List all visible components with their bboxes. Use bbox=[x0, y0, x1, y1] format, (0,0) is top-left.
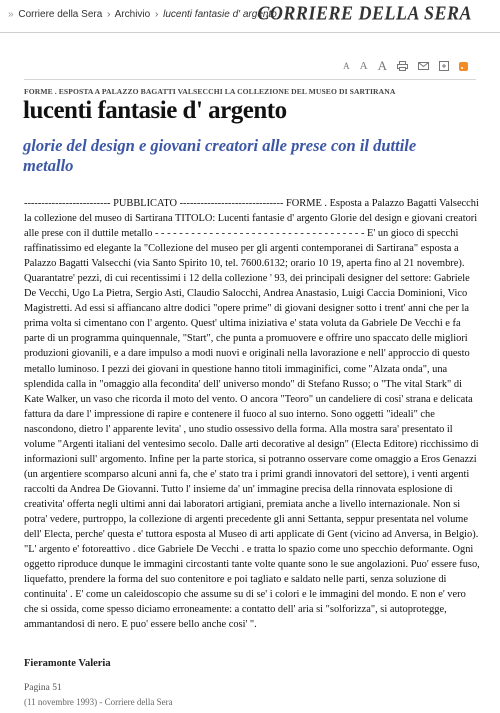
breadcrumb-archive-link[interactable]: Archivio bbox=[114, 9, 151, 20]
mail-icon[interactable] bbox=[418, 62, 429, 70]
share-icon[interactable] bbox=[439, 61, 449, 71]
breadcrumb-home-link[interactable]: Corriere della Sera bbox=[18, 9, 103, 20]
breadcrumb bbox=[8, 9, 277, 20]
site-logo[interactable]: CORRIERE DELLA SERA bbox=[257, 1, 472, 24]
breadcrumb-arrow-icon: » bbox=[8, 9, 14, 20]
article-page: Pagina 51 bbox=[24, 683, 62, 693]
divider bbox=[24, 79, 476, 80]
breadcrumb-current: lucenti fantasie d' argento bbox=[163, 9, 277, 20]
breadcrumb-separator: › bbox=[107, 9, 111, 20]
font-size-medium-button[interactable]: A bbox=[359, 60, 368, 72]
article-kicker: FORME . ESPOSTA A PALAZZO BAGATTI VALSECCHI LA COLLEZIONE DEL MUSEO DI SARTIRANA bbox=[24, 87, 396, 96]
article-body: ------------------------- PUBBLICATO ------------------------------ FORME . Esposta a Palazzo Bagatti Valsecchi la collezione del museo di Sartirana TITOLO: Lucenti fantasie d' argento Glorie del design e giovani creatori alle prese con il duttile metallo - - - - - - - - - - - - - - - - - - - - - - - - - - - - - - - - - - - E' un gioco di specchi raffinatissimo ed elegante la "Collezione del museo per gli argenti contemporanei di Sartirana" esposta a Palazzo Bagatti Valsecchi (via Santo Spirito 10, tel. 7600.6132; orario 10 19, aperta fino al 21 novembre). Quarantatre' pezzi, di cui recentissimi i 12 della collezione ' 93, dei principali designer del settore: Gabriele De Vecchi, Ugo La Pietra, Sergio Asti, Claudio Salocchi, Andrea Anastasio, Luigi Caccia Dominioni, Vico Magistretti. Ad essi si affiancano altre dodici "opere prime" di giovani designer sotto i trent' anni che per la prima volta si cimentano con l' argento. Quest' ultima iniziativa e' stata voluta da Gabriele De Vecchi e fa parte di un programma quinquennale, "Start", che punta a promuovere e offrire uno spaccato delle migliori produzioni giovanili, e a dare impulso a modi nuovi e originali nella lavorazione e nell' approccio di questo metallo luminoso. I pezzi dei giovani in questione hanno titoli immaginifici, come "Alzata onda", una splendida calla in "omaggio alla fecondita' dell' universo mondo" di Stefano Russo; o "The vital Stark" di Kate Walker, un vaso che ricorda il moto del vento. O ancora "Teoro" un candeliere di cosi' strana e delicata fattura da dare l' impressione di rapire e contenere il fuoco al suo interno. Sono oggetti "ideali" che nascondono, dietro l' apparente levita' , uno studio ossessivo della forma. Alla mostra sara' presentato il volume "Argenti italiani del ventesimo secolo. Dalle arti decorative al design" (Electa Editore) ricchissimo di informazioni sull' argomento. Infine per la parte storica, si potranno osservare come omaggio a Eros Genazzi (un argentiere scomparso alcuni anni fa, che e' stato tra i primi grandi innovatori del settore), i venti argenti raccolti da Andrea De Giovanni. Tutto l' insieme da' un' immagine precisa della rinnovata esplosione di creativita' offerta negli ultimi anni dai laboratori artigiani, premiata anche a livello internazionale. Non si potra' vedere, purtroppo, la collezione di argenti precedente gli anni Settanta, seppur presentata nel volume dell' Electa, perche' questa e' tuttora esposta al Museo di arti applicate di Gent (vicino ad Anversa, in Belgio). "L' argento e' fotoreattivo . dice Gabriele De Vecchi . e tratta lo spazio come uno specchio deformante. Ogni oggetto riproduce dunque le immagini circostanti tante volte quante sono le sue angolazioni. Puo' essere fuso, liquefatto, prendere la forma del suo contenitore e poi tagliato e saldato nelle parti, senza soluzione di continuita' . E' come un caleidoscopio che assume su di se' i colori e le immagini del mondo. E non e' vero che si ossida, come spesso diciamo erroneamente: a contatto dell' aria si "solforizza", si autoprotegge, ammantandosi di nero. E puo' essere bello anche cosi' ". bbox=[24, 198, 480, 631]
font-size-large-button[interactable]: A bbox=[377, 58, 387, 73]
article-title: lucenti fantasie d' argento bbox=[23, 97, 287, 124]
font-size-small-button[interactable]: A bbox=[343, 61, 350, 71]
top-bar bbox=[0, 0, 500, 33]
rss-icon[interactable] bbox=[459, 62, 468, 71]
article-tools bbox=[343, 58, 468, 74]
print-icon[interactable] bbox=[397, 61, 408, 71]
article-subtitle: glorie del design e giovani creatori alle prese con il duttile metallo bbox=[23, 136, 417, 175]
article-author: Fieramonte Valeria bbox=[24, 658, 111, 669]
breadcrumb-separator: › bbox=[155, 9, 159, 20]
article-date: (11 novembre 1993) - Corriere della Sera bbox=[24, 697, 173, 707]
